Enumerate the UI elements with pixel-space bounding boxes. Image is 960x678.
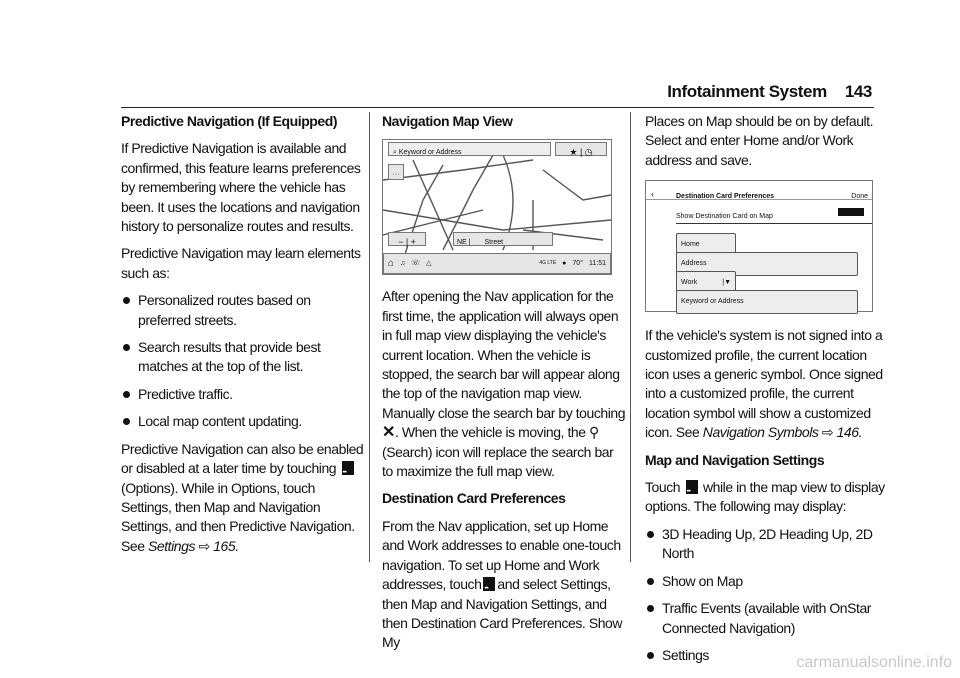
list-item: Traffic Events (available with OnStar Connected Navigation) — [645, 599, 890, 638]
text: After opening the Nav application for the first time, the application will always open in full map view displaying the vehicle's current location. When the vehicle is stopped, the search bar will appear along the top of the navigation map view. Manually close the search bar by touching — [382, 288, 626, 421]
heading: NE — [457, 239, 467, 247]
chevron-down-icon: |▼ — [722, 279, 731, 287]
zoom-controls[interactable]: − | + — [388, 232, 426, 246]
options-icon — [483, 577, 495, 591]
bullet-list — [121, 291, 366, 431]
paragraph — [121, 440, 366, 556]
text: . When the vehicle is moving, the — [394, 424, 586, 441]
clock-time: 11:51 — [589, 260, 606, 268]
status-bar — [383, 253, 611, 274]
show-card-toggle[interactable] — [838, 208, 864, 216]
paragraph — [382, 287, 627, 481]
heading-map-navigation-settings: Map and Navigation Settings — [645, 451, 825, 468]
section-title: Infotainment System — [667, 82, 827, 101]
paragraph: Predictive Navigation may learn elements such as: — [121, 245, 361, 281]
back-icon[interactable]: ‹ — [651, 189, 654, 200]
text: (Search) icon will replace the search bar to maximize the full map view. — [382, 443, 614, 480]
link-navigation-symbols[interactable]: Navigation Symbols — [702, 424, 819, 441]
address-field[interactable]: Address — [676, 252, 858, 275]
phone-icon[interactable]: ☏ — [411, 260, 421, 268]
column-2 — [382, 112, 627, 661]
text: Touch — [645, 479, 681, 496]
destination-card-figure — [645, 180, 873, 312]
search-placeholder: Keyword or Address — [398, 149, 462, 157]
heading-predictive-navigation: Predictive Navigation (If Equipped) — [121, 113, 338, 129]
work-label: Work — [681, 279, 698, 287]
page-header — [667, 82, 872, 102]
text: while in the map view to display options. The following may display: — [645, 479, 885, 515]
text: (Options). While in Options, touch Settings, then Map and Navigation Settings, and then Predictive Navigation. See — [121, 479, 355, 554]
heading-destination-card-preferences: Destination Card Preferences — [382, 490, 566, 507]
paragraph — [382, 517, 627, 653]
search-bar[interactable] — [388, 142, 551, 156]
header-rule — [121, 107, 874, 108]
text: From the Nav application, set up Home and Work addresses to enable one-touch navigation. To set up Home and Work addresses, touch — [382, 517, 621, 593]
page-ref[interactable]: 165. — [213, 537, 239, 554]
favorites-recents-bar[interactable]: ★ | ◷ — [555, 142, 607, 156]
list-item: Predictive traffic. — [121, 385, 366, 404]
home-icon[interactable]: ⌂ — [388, 258, 395, 270]
options-button[interactable]: ··· — [388, 164, 404, 180]
nav-icon[interactable]: △ — [426, 260, 432, 268]
column-3 — [645, 112, 890, 673]
paragraph: Places on Map should be on by default. Select and enter Home and/or Work address and save. — [645, 113, 874, 168]
list-item: Local map content updating. — [121, 412, 366, 431]
heading-navigation-map-view: Navigation Map View — [382, 113, 513, 129]
page-ref-arrow-icon: ⇨ — [821, 424, 834, 441]
column-divider — [630, 112, 631, 562]
page-number: 143 — [844, 82, 872, 101]
text: and select Settings, then Map and Navigation Settings, and then Destination Card Preferences. Show My — [382, 576, 623, 651]
temperature: 70° — [572, 260, 583, 268]
text: Predictive Navigation can also be enabled or disabled at a later time by touching — [121, 440, 364, 477]
page-ref[interactable]: 146. — [836, 424, 863, 441]
link-settings[interactable]: Settings — [148, 537, 196, 554]
location-pin-icon: ● — [562, 260, 567, 268]
show-card-label: Show Destination Card on Map — [676, 213, 773, 221]
list-item: Search results that provide best matches at the top of the list. — [121, 338, 366, 377]
search-icon: ⌕ — [393, 149, 397, 157]
keyword-field[interactable]: Keyword or Address — [676, 290, 858, 313]
text: If the vehicle's system is not signed into a customized profile, the current location icon uses a generic symbol. Once signed into a customized profile, the current location symbol will show a customized icon. See — [645, 327, 883, 441]
search-icon: ⚲ — [589, 424, 599, 441]
options-icon — [686, 480, 698, 494]
paragraph — [645, 326, 890, 442]
clock-icon[interactable]: ◷ — [584, 147, 593, 158]
street-name: Street — [484, 239, 504, 247]
list-item: Settings — [645, 646, 890, 665]
list-item: 3D Heading Up, 2D Heading Up, 2D North — [645, 525, 890, 564]
column-1 — [121, 112, 366, 564]
signal: 4G LTE — [539, 260, 557, 267]
page-ref-arrow-icon: ⇨ — [198, 537, 210, 554]
options-icon — [342, 461, 354, 475]
zoom-in-button[interactable]: + — [410, 237, 416, 248]
paragraph: If Predictive Navigation is available and confirmed, this feature learns preferences by remembering where the vehicle has been. It uses the locations and navigation history to personalize routes and results. — [121, 140, 361, 235]
street-bar: NE | Street — [453, 232, 553, 246]
column-divider — [369, 112, 370, 562]
zoom-out-button[interactable]: − — [398, 237, 404, 248]
list-item: Personalized routes based on preferred streets. — [121, 291, 366, 330]
navigation-map-figure — [382, 139, 612, 275]
list-item: Show on Map — [645, 572, 890, 591]
done-button[interactable]: Done — [851, 193, 868, 201]
screen-title: Destination Card Preferences — [676, 193, 775, 201]
star-icon[interactable]: ★ — [569, 147, 578, 158]
paragraph — [645, 478, 890, 517]
close-x-icon: ✕ — [382, 424, 395, 442]
bullet-list — [645, 525, 890, 665]
home-button[interactable]: Home — [676, 233, 736, 256]
watermark: carmanualsonline.info — [796, 654, 952, 671]
music-icon[interactable]: ♫ — [400, 260, 406, 268]
